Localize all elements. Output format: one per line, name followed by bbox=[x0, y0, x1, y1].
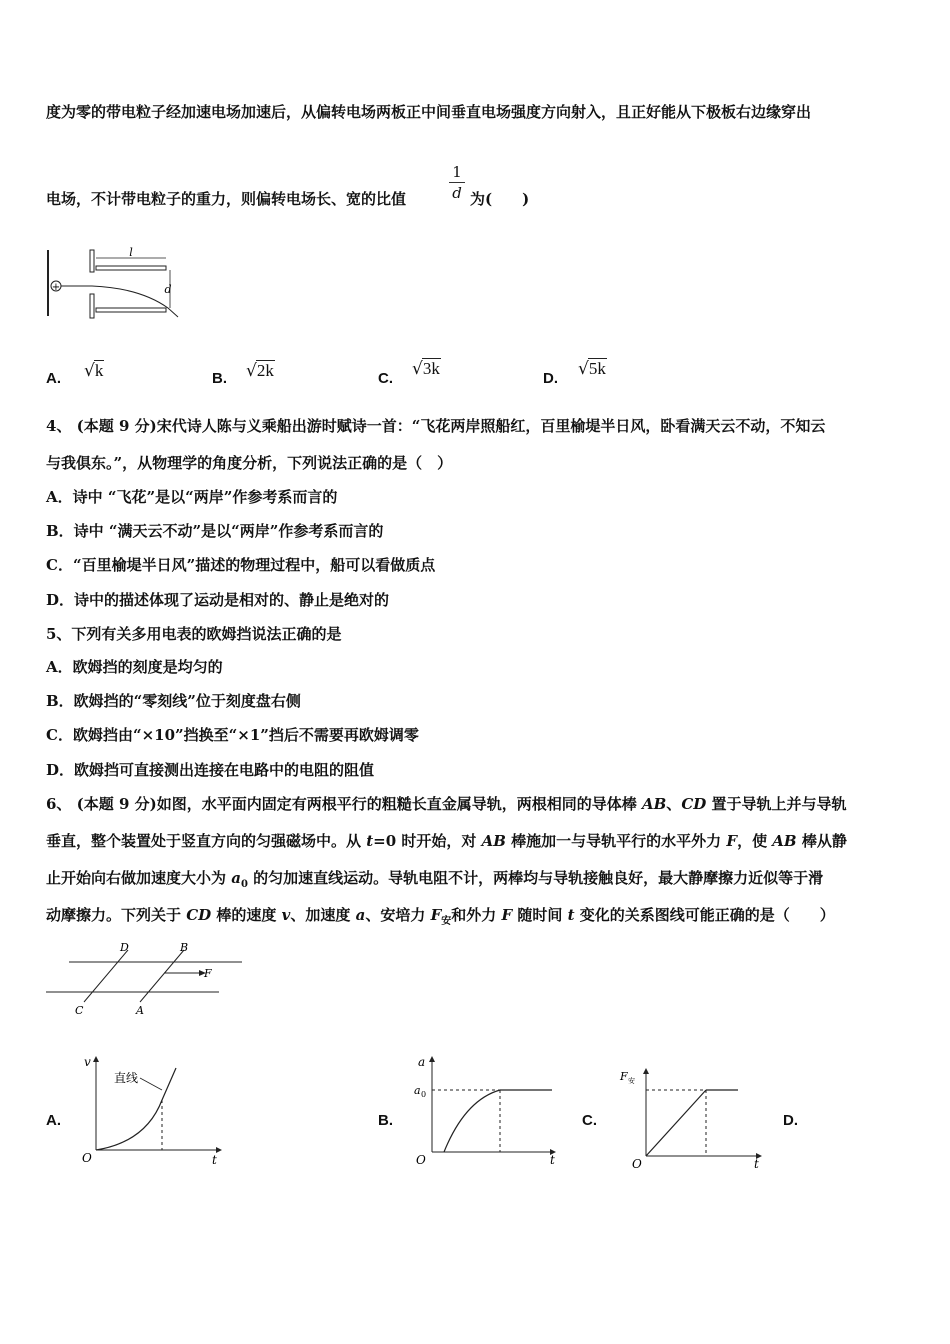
origin-label: O bbox=[82, 1151, 92, 1165]
q6-stem-line2: 垂直，整个装置处于竖直方向的匀强磁场中。从 t=0 时开始，对 AB 棒施加一与导轨平行的水平外力 F，使 AB 棒从静 bbox=[46, 832, 847, 850]
q6-stem-line1: 6、 (本题 9 分)如图，水平面内固定有两根平行的粗糙长直金属导轨，两根相同的导体棒 AB、CD 置于导轨上并与导轨 bbox=[46, 795, 847, 813]
label-a: A bbox=[136, 1004, 144, 1017]
y-axis-arrow bbox=[429, 1056, 435, 1062]
q3-option-b-label: B. bbox=[212, 370, 227, 387]
q4-option-d: D．诗中的描述体现了运动是相对的、静止是绝对的 bbox=[46, 591, 390, 609]
q3-stem-text: 电场，不计带电粒子的重力，则偏转电场长、宽的比值 bbox=[46, 190, 407, 208]
y-label: F bbox=[620, 1070, 628, 1083]
q6-stem-line3: 止开始向右做加速度大小为 $a_0$ 的匀加速直线运动。导轨电阻不计，两棒均与导轨接触良好，最大静摩擦力近似等于滑 bbox=[46, 869, 824, 890]
fraction-denominator: d bbox=[452, 184, 462, 202]
q5-option-c: C．欧姆挡由“×10”挡换至“×1”挡后不需要再欧姆调零 bbox=[46, 726, 419, 744]
q6-option-b-label: B. bbox=[378, 1112, 393, 1129]
upper-slit-plate bbox=[90, 250, 94, 272]
q5-stem: 5、下列有关多用电表的欧姆挡说法正确的是 bbox=[46, 625, 342, 643]
y-axis-arrow bbox=[93, 1056, 99, 1062]
x-label: t bbox=[212, 1153, 217, 1167]
y-sub: 安 bbox=[628, 1077, 635, 1085]
rod-cd bbox=[84, 950, 128, 1002]
width-label: d bbox=[164, 283, 172, 296]
f-ramp bbox=[646, 1090, 706, 1156]
lower-slit-plate bbox=[90, 294, 94, 318]
x-label: t bbox=[550, 1153, 555, 1167]
q3-stem-line1: 度为零的带电粒子经加速电场加速后，从偏转电场两板正中间垂直电场强度方向射入，且正好能从下极板右边缘穿出 bbox=[46, 103, 812, 121]
fraction-bar bbox=[449, 182, 465, 183]
q3-stem-tail: 为( ) bbox=[470, 190, 530, 208]
y-axis-arrow bbox=[643, 1068, 649, 1074]
fraction-numerator: 1 bbox=[452, 163, 462, 181]
rails-figure bbox=[44, 940, 244, 1020]
y-label: a bbox=[418, 1055, 426, 1069]
q5-option-d: D．欧姆挡可直接测出连接在电路中的电阻的阻值 bbox=[46, 761, 375, 779]
radicand: 3k bbox=[422, 359, 440, 378]
graph-c bbox=[616, 1062, 776, 1174]
radicand: 2k bbox=[256, 361, 274, 380]
q5-option-a: A．欧姆挡的刻度是均匀的 bbox=[46, 658, 223, 676]
graph-a bbox=[76, 1050, 226, 1168]
x-axis-arrow bbox=[216, 1147, 222, 1153]
q6-stem-line4: 动摩擦力。下列关于 CD 棒的速度 v、加速度 a、安培力 $F_安$和外力 F 随时间 t 变化的关系图线可能正确的是（ ） bbox=[46, 906, 835, 927]
q4-option-c: C．“百里榆堤半日风”描述的物理过程中，船可以看做质点 bbox=[46, 556, 436, 574]
q6-option-d-label: D. bbox=[783, 1112, 798, 1129]
particle-charge: + bbox=[51, 282, 61, 293]
lower-deflect-plate bbox=[96, 308, 166, 312]
q3-stem-line2 bbox=[46, 189, 406, 209]
a0-label: a bbox=[414, 1084, 421, 1097]
q3-option-d-label: D. bbox=[543, 370, 558, 387]
q3-option-d-value: √5k bbox=[578, 359, 606, 379]
a0-sub: 0 bbox=[421, 1090, 427, 1099]
y-label: v bbox=[84, 1055, 91, 1069]
q3-option-a-value: √k bbox=[84, 361, 104, 381]
q4-stem-line2: 与我俱东。”，从物理学的角度分析，下列说法正确的是（ ） bbox=[46, 454, 453, 472]
origin-label: O bbox=[632, 1157, 642, 1171]
radicand: 5k bbox=[588, 359, 606, 378]
q3-option-c-label: C. bbox=[378, 370, 393, 387]
label-b: B bbox=[180, 941, 189, 954]
ratio-fraction bbox=[449, 163, 465, 202]
q3-option-b-value: √2k bbox=[246, 361, 274, 381]
length-label: l bbox=[129, 246, 133, 259]
q6-option-c-label: C. bbox=[582, 1112, 597, 1129]
origin-label: O bbox=[416, 1153, 426, 1167]
upper-deflect-plate bbox=[96, 266, 166, 270]
q3-option-a-label: A. bbox=[46, 370, 61, 387]
x-label: t bbox=[754, 1157, 759, 1171]
q6-option-a-label: A. bbox=[46, 1112, 61, 1129]
q4-option-a: A．诗中 “飞花”是以“两岸”作参考系而言的 bbox=[46, 488, 338, 506]
note-pointer bbox=[140, 1078, 162, 1090]
q4-stem-line1: 4、 (本题 9 分)宋代诗人陈与义乘船出游时赋诗一首：“飞花两岸照船红，百里榆堤半日风，卧看满天云不动，不知云 bbox=[46, 417, 826, 435]
a-curve bbox=[444, 1090, 500, 1152]
q3-option-c-value: √3k bbox=[412, 359, 440, 379]
note-label: 直线 bbox=[114, 1071, 139, 1085]
q4-option-b: B．诗中 “满天云不动”是以“两岸”作参考系而言的 bbox=[46, 522, 384, 540]
radicand: k bbox=[94, 361, 104, 380]
q5-option-b: B．欧姆挡的“零刻线”位于刻度盘右侧 bbox=[46, 692, 301, 710]
label-d: D bbox=[120, 941, 129, 954]
deflection-field-figure bbox=[40, 244, 190, 326]
rod-ab bbox=[140, 950, 184, 1002]
label-f: F bbox=[204, 967, 212, 980]
label-c: C bbox=[75, 1004, 84, 1017]
graph-b bbox=[410, 1050, 570, 1168]
